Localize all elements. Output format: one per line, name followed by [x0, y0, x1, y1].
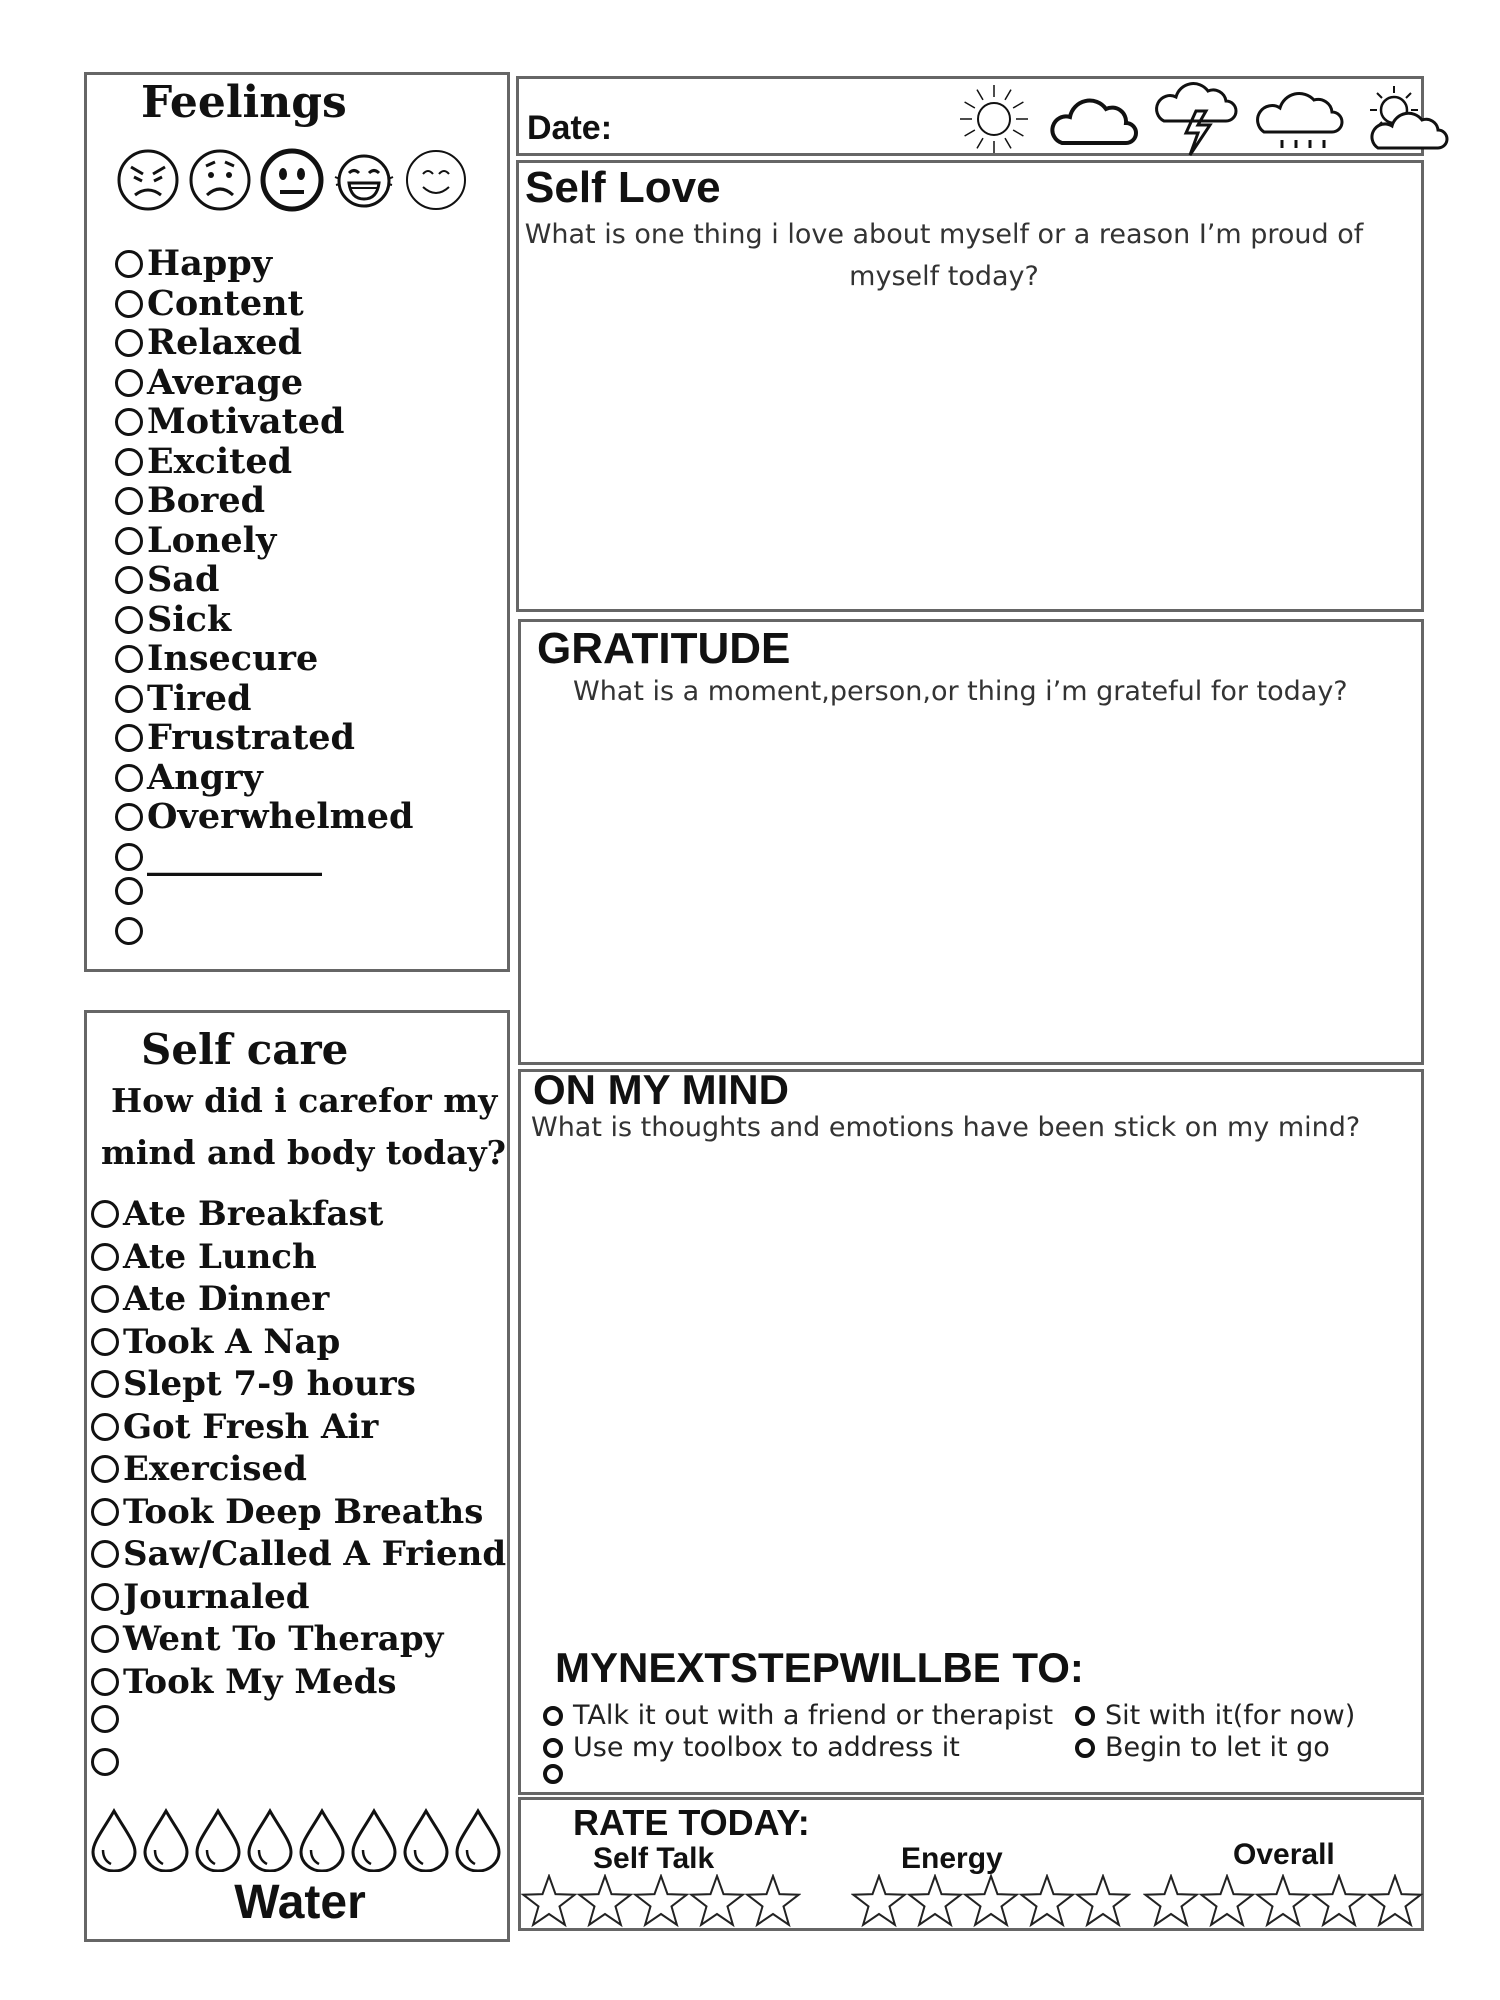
- selfcare-item: [91, 1493, 483, 1531]
- feeling-label: Sick: [147, 598, 232, 640]
- rate-label-self-talk: Self Talk: [593, 1842, 715, 1875]
- feeling-label: Motivated: [147, 401, 345, 442]
- selfcare-question-line1: How did i carefor my: [111, 1081, 498, 1120]
- selfcare-title: Self care: [141, 1025, 349, 1074]
- checkbox-circle[interactable]: [115, 724, 143, 752]
- rate-panel: [518, 1797, 1424, 1931]
- cloud-icon[interactable]: [1048, 89, 1138, 149]
- water-drop-icon[interactable]: [141, 1808, 191, 1872]
- feeling-label: Bored: [147, 480, 266, 521]
- checkbox-circle[interactable]: [115, 685, 143, 713]
- checkbox-circle[interactable]: [115, 803, 143, 831]
- next-right-option: [1075, 1732, 1330, 1763]
- star-rating-2: [1143, 1874, 1423, 1928]
- feeling-label: Lonely: [147, 519, 277, 561]
- feeling-item: [115, 640, 318, 678]
- checkbox-circle[interactable]: [91, 1748, 119, 1776]
- star-icon[interactable]: [633, 1874, 689, 1928]
- feeling-item: [115, 719, 355, 757]
- feelings-panel: [84, 72, 510, 972]
- rain-icon[interactable]: [1256, 84, 1346, 154]
- feeling-label: Average: [147, 361, 304, 403]
- checkbox-circle[interactable]: [115, 527, 143, 555]
- next-left-option: [543, 1700, 1053, 1731]
- water-drop-icon[interactable]: [245, 1808, 295, 1872]
- sun-icon[interactable]: [954, 81, 1034, 157]
- selfcare-label: Slept 7-9 hours: [123, 1364, 416, 1404]
- checkbox-circle[interactable]: [115, 606, 143, 634]
- selfcare-item: [91, 1663, 397, 1701]
- next-left-option-label: TAlk it out with a friend or therapist: [573, 1700, 1054, 1731]
- checkbox-circle[interactable]: [91, 1540, 119, 1568]
- selfcare-item: [91, 1280, 329, 1318]
- star-icon[interactable]: [745, 1874, 801, 1928]
- feeling-label: Relaxed: [147, 322, 302, 363]
- selfcare-label: Saw/Called A Friend: [123, 1534, 507, 1574]
- selflove-prompt-line1: What is one thing i love about myself or a reason I’m proud of: [524, 219, 1364, 250]
- star-icon[interactable]: [521, 1874, 577, 1928]
- water-drop-icon[interactable]: [193, 1808, 243, 1872]
- selflove-title: Self Love: [525, 163, 721, 212]
- star-rating-1: [851, 1874, 1131, 1928]
- feeling-label: Insecure: [147, 638, 319, 679]
- selfcare-label: Got Fresh Air: [123, 1406, 379, 1447]
- feeling-item: [115, 756, 263, 798]
- checkbox-circle[interactable]: [115, 408, 143, 436]
- mood-faces: [115, 147, 469, 213]
- water-drop-icon[interactable]: [297, 1808, 347, 1872]
- feeling-item: [115, 798, 413, 836]
- star-icon[interactable]: [1075, 1874, 1131, 1928]
- smiling-face-icon[interactable]: [403, 147, 469, 213]
- next-left-option-label: Use my toolbox to address it: [573, 1732, 960, 1763]
- gratitude-prompt: What is a moment,person,or thing i’m grateful for today?: [573, 676, 1348, 707]
- selfcare-label: Took My Meds: [123, 1661, 397, 1702]
- star-icon[interactable]: [1143, 1874, 1199, 1928]
- feeling-item: [115, 282, 304, 324]
- selfcare-label: Took Deep Breaths: [123, 1491, 484, 1532]
- star-icon[interactable]: [1311, 1874, 1367, 1928]
- selfcare-item: [91, 1195, 383, 1233]
- water-drop-icon[interactable]: [401, 1808, 451, 1872]
- date-label: Date:: [527, 109, 613, 147]
- next-left-option: [543, 1732, 960, 1763]
- checkbox-circle[interactable]: [91, 1583, 119, 1611]
- angry-face-icon[interactable]: [115, 147, 181, 213]
- feeling-item: [115, 403, 344, 441]
- date-header: [516, 76, 1424, 156]
- checkbox-circle[interactable]: [115, 448, 143, 476]
- weather-icons: [954, 81, 1450, 157]
- selflove-panel: [516, 160, 1424, 612]
- star-icon[interactable]: [1367, 1874, 1423, 1928]
- option-radio[interactable]: [543, 1738, 563, 1758]
- checkbox-circle[interactable]: [91, 1285, 119, 1313]
- sad-face-icon[interactable]: [187, 147, 253, 213]
- selfcare-panel: [84, 1010, 510, 1942]
- feeling-item: [115, 245, 272, 283]
- feeling-label: Excited: [147, 440, 293, 482]
- storm-icon[interactable]: [1152, 81, 1242, 157]
- checkbox-circle[interactable]: [91, 1328, 119, 1356]
- option-radio[interactable]: [1075, 1706, 1095, 1726]
- feeling-label: __________: [147, 835, 322, 877]
- feeling-item: [115, 917, 147, 945]
- feeling-label: Happy: [147, 243, 273, 284]
- star-rating-0: [521, 1874, 801, 1928]
- selfcare-label: Ate Lunch: [123, 1236, 317, 1277]
- star-icon[interactable]: [1019, 1874, 1075, 1928]
- checkbox-circle[interactable]: [115, 329, 143, 357]
- feeling-item: [115, 361, 304, 403]
- rate-label-overall: Overall: [1233, 1838, 1335, 1871]
- star-icon[interactable]: [907, 1874, 963, 1928]
- feeling-item: [115, 324, 302, 362]
- water-drop-icon[interactable]: [89, 1808, 139, 1872]
- gratitude-panel: [518, 619, 1424, 1065]
- selfcare-item: [91, 1620, 443, 1658]
- star-icon[interactable]: [851, 1874, 907, 1928]
- selfcare-label: Exercised: [123, 1449, 307, 1489]
- mind-prompt: What is thoughts and emotions have been stick on my mind?: [531, 1112, 1361, 1143]
- next-right-option-label: Begin to let it go: [1105, 1732, 1330, 1763]
- next-step-title: MYNEXTSTEPWILLBE TO:: [555, 1644, 1084, 1691]
- rate-label-energy: Energy: [901, 1842, 1003, 1875]
- next-left-option: [543, 1764, 573, 1784]
- checkbox-circle[interactable]: [115, 645, 143, 673]
- feeling-item: [115, 835, 322, 877]
- next-right-option-label: Sit with it(for now): [1105, 1700, 1356, 1731]
- gratitude-title: GRATITUDE: [537, 624, 791, 673]
- feeling-label: Content: [147, 282, 304, 324]
- selfcare-label: Ate Dinner: [123, 1279, 330, 1319]
- checkbox-circle[interactable]: [91, 1498, 119, 1526]
- selfcare-item: [91, 1238, 317, 1276]
- checkbox-circle[interactable]: [91, 1370, 119, 1398]
- checkbox-circle[interactable]: [91, 1243, 119, 1271]
- selfcare-item: [91, 1705, 123, 1733]
- checkbox-circle[interactable]: [91, 1625, 119, 1653]
- checkbox-circle[interactable]: [91, 1455, 119, 1483]
- checkbox-circle[interactable]: [115, 917, 143, 945]
- water-label: Water: [234, 1876, 366, 1929]
- selfcare-label: Journaled: [123, 1576, 310, 1617]
- selfcare-item: [91, 1450, 307, 1488]
- selfcare-label: Ate Breakfast: [123, 1194, 384, 1234]
- neutral-face-icon[interactable]: [259, 147, 325, 213]
- feeling-label: Sad: [147, 559, 220, 600]
- feeling-item: [115, 561, 219, 599]
- star-icon[interactable]: [963, 1874, 1019, 1928]
- feeling-label: Tired: [147, 677, 252, 719]
- checkbox-circle[interactable]: [115, 764, 143, 792]
- star-icon[interactable]: [1255, 1874, 1311, 1928]
- checkbox-circle[interactable]: [115, 877, 143, 905]
- checkbox-circle[interactable]: [91, 1413, 119, 1441]
- selfcare-label: Took A Nap: [123, 1321, 341, 1362]
- checkbox-circle[interactable]: [115, 250, 143, 278]
- mind-panel: [518, 1066, 1424, 1795]
- checkbox-circle[interactable]: [115, 487, 143, 515]
- selfcare-label: Went To Therapy: [123, 1619, 444, 1659]
- checkbox-circle[interactable]: [91, 1705, 119, 1733]
- checkbox-circle[interactable]: [91, 1200, 119, 1228]
- next-right-option: [1075, 1700, 1355, 1731]
- selfcare-item: [91, 1365, 416, 1403]
- option-radio[interactable]: [543, 1764, 563, 1784]
- option-radio[interactable]: [1075, 1738, 1095, 1758]
- feeling-label: Overwhelmed: [147, 796, 414, 837]
- feeling-item: [115, 877, 147, 905]
- feeling-label: Angry: [147, 756, 263, 798]
- star-icon[interactable]: [689, 1874, 745, 1928]
- mind-title: ON MY MIND: [533, 1066, 789, 1113]
- selfcare-item: [91, 1408, 378, 1446]
- feeling-item: [115, 598, 232, 640]
- rate-title: RATE TODAY:: [573, 1802, 810, 1843]
- feeling-item: [115, 677, 252, 719]
- checkbox-circle[interactable]: [91, 1668, 119, 1696]
- selfcare-item: [91, 1535, 506, 1573]
- selfcare-item: [91, 1323, 340, 1361]
- selfcare-item: [91, 1578, 309, 1616]
- feeling-item: [115, 440, 293, 482]
- checkbox-circle[interactable]: [115, 566, 143, 594]
- checkbox-circle[interactable]: [115, 290, 143, 318]
- feeling-label: Frustrated: [147, 717, 356, 758]
- checkbox-circle[interactable]: [115, 843, 143, 871]
- star-icon[interactable]: [577, 1874, 633, 1928]
- feeling-item: [115, 519, 277, 561]
- feeling-item: [115, 482, 265, 520]
- partly-sunny-icon[interactable]: [1360, 84, 1450, 154]
- laughing-face-icon[interactable]: [331, 147, 397, 213]
- star-icon[interactable]: [1199, 1874, 1255, 1928]
- selflove-prompt-line2: myself today?: [849, 261, 1039, 292]
- water-drop-icon[interactable]: [349, 1808, 399, 1872]
- selfcare-item: [91, 1748, 123, 1776]
- checkbox-circle[interactable]: [115, 369, 143, 397]
- water-drop-icon[interactable]: [453, 1808, 503, 1872]
- option-radio[interactable]: [543, 1706, 563, 1726]
- selfcare-question-line2: mind and body today?: [101, 1133, 506, 1172]
- water-drops: [89, 1808, 503, 1872]
- feelings-title: Feelings: [141, 77, 347, 128]
